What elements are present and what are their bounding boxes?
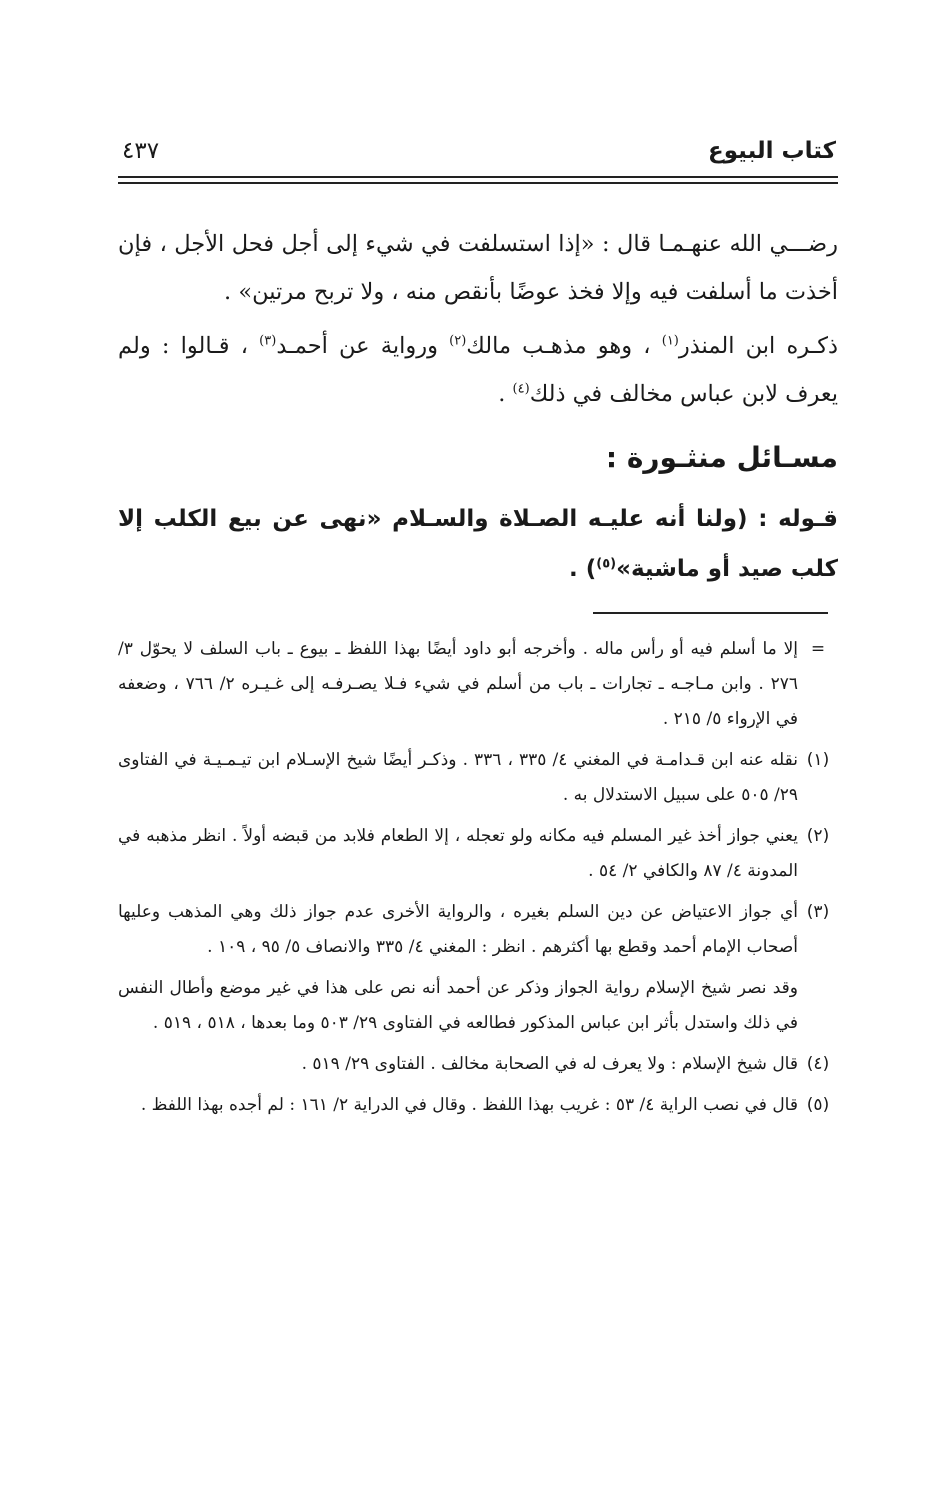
footnote-ref-2: (٢) [449, 333, 467, 349]
footnote-1 [118, 743, 838, 813]
text-run: ، قـالوا : ولم يعرف لابن عباس مخالف في ذلك [118, 333, 838, 407]
header-rule-bottom [118, 182, 838, 184]
footnote-2 [118, 819, 838, 889]
header-rule-top [118, 176, 838, 178]
footnote-marker: (٣) [806, 902, 830, 922]
footnote-text: نقله عنه ابن قـدامـة في المغني ٤/ ٣٣٥ ، ٣٣٦ . وذكـر أيضًا شيخ الإسـلام ابن تيـمـيـة في الفتاوى ٢٩/ ٥٠٥ على سبيل الاستدلال به . [118, 750, 799, 805]
footnote-marker: (٢) [806, 826, 830, 846]
text-run: . [498, 381, 513, 407]
footnote-3-continuation: وقد نصر شيخ الإسلام رواية الجواز وذكر عن أحمد أنه نص على هذا في غير موضع وأطال النفس في ذلك واستدل بأثر ابن عباس المذكور فطالعه في الفتاوى ٢٩/ ٥٠٣ وما بعدها ، ٥١٨ ، ٥١٩ . [118, 978, 798, 1033]
footnote-continuation [118, 632, 838, 737]
text-run: ) . [568, 556, 597, 582]
section-heading: مسـائل منثـورة : [605, 441, 838, 474]
footnote-text: أي جواز الاعتياض عن دين السلم بغيره ، والرواية الأخرى عدم جواز ذلك وهي المذهب وعليها أصحاب الإمام أحمد وقطع بها أكثرهم . انظر : المغني ٤/ ٣٣٥ والانصاف ٥/ ٩٥ ، ١٠٩ . [118, 902, 798, 957]
text-run: ذكـره ابن المنذر [678, 333, 838, 359]
chapter-title: كتاب البيوع [708, 138, 836, 164]
footnote-5 [118, 1088, 838, 1123]
footnote-ref-1: (١) [661, 333, 679, 349]
footnote-text: قال شيخ الإسلام : ولا يعرف له في الصحابة مخالف . الفتاوى ٢٩/ ٥١٩ . [301, 1054, 798, 1074]
footnote-marker: (١) [806, 750, 830, 770]
main-text [118, 220, 838, 594]
text-run: قـوله : (ولنا أنه عليـه الصـلاة والسـلام «نهى عن بيع الكلب إلا كلب صيد أو ماشية» [118, 506, 838, 582]
footnote-marker: = [810, 639, 826, 659]
text-run: ، وهو مذهـب مالك [466, 333, 662, 359]
running-header [118, 138, 838, 172]
footnote-text: يعني جواز أخذ غير المسلم فيه مكانه ولو تعجله ، إلا الطعام فلابد من قبضه أولاً . انظر مذهبه في المدونة ٤/ ٨٧ والكافي ٢/ ٥٤ . [118, 826, 798, 881]
footnote-ref-4: (٤) [512, 381, 530, 397]
footnote-text: إلا ما أسلم فيه أو رأس ماله . وأخرجه أبو داود أيضًا بهذا اللفظ ـ بيوع ـ باب السلف لا يحوّل ٣/ ٢٧٦ . وابن مـاجـه ـ تجارات ـ باب من أسلم في شيء فـلا يصـرفـه إلى غـيـره ٢/ ٧٦٦ ، وضعفه في الإرواء ٥/ ٢١٥ . [118, 639, 798, 729]
footnote-marker: (٤) [806, 1054, 830, 1074]
footnote-text: قال في نصب الراية ٤/ ٥٣ : غريب بهذا اللفظ . وقال في الدراية ٢/ ١٦١ : لم أجده بهذا اللفظ . [140, 1095, 798, 1115]
paragraph-references [118, 322, 838, 418]
paragraph-quoted-text [118, 494, 838, 594]
page-number: ٤٣٧ [122, 138, 160, 164]
footnote-marker: (٥) [806, 1095, 830, 1115]
text-run: ورواية عن أحمـد [276, 333, 450, 359]
footnotes [118, 632, 838, 1129]
footnote-3 [118, 895, 838, 965]
footnote-separator [593, 612, 828, 614]
footnote-ref-5: (٥) [596, 556, 617, 572]
book-page [118, 0, 838, 1493]
paragraph-quote: رضـــي الله عنهـمـا قال : «إذا استسلفت في شيء إلى أجل فحل الأجل ، فإن أخذت ما أسلفت فيه وإلا فخذ عوضًا بأنقص منه ، ولا تربح مرتين» . [118, 231, 838, 305]
footnote-4 [118, 1047, 838, 1082]
footnote-ref-3: (٣) [259, 333, 277, 349]
